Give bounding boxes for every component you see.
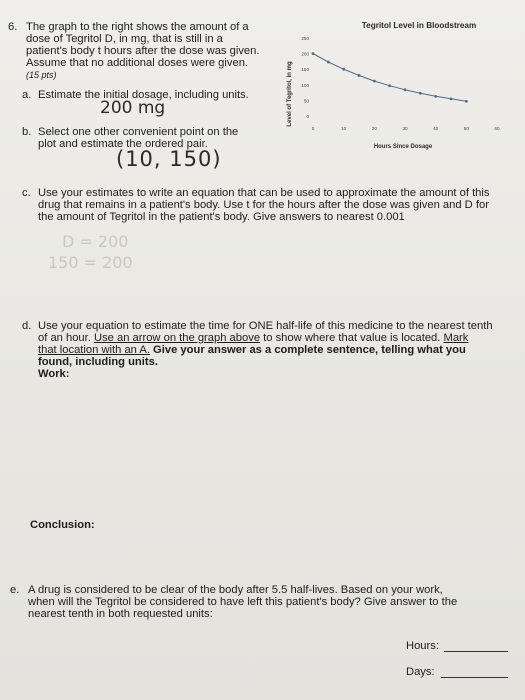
hours-label: Hours: bbox=[406, 640, 439, 652]
x-tick-label: 10 bbox=[341, 126, 347, 131]
part-b-answer: (10, 150) bbox=[116, 147, 222, 171]
intro-line-3: patient's body t hours after the dose was given. bbox=[26, 45, 260, 57]
chart-title: Tegritol Level in Bloodstream bbox=[361, 21, 477, 30]
part-b-line-1: Select one other convenient point on the bbox=[38, 126, 239, 138]
x-tick-label: 0 bbox=[311, 126, 315, 131]
part-e-line-3: nearest tenth in both requested units: bbox=[28, 608, 213, 620]
part-a-label: a. bbox=[22, 89, 32, 101]
points-label: (15 pts) bbox=[26, 70, 57, 80]
x-tick-label: 40 bbox=[433, 126, 439, 131]
hours-answer-line[interactable] bbox=[444, 651, 508, 652]
part-c-label: c. bbox=[22, 187, 31, 199]
data-point bbox=[419, 92, 422, 95]
part-c-line-1: Use your estimates to write an equation that can be used to approximate the amount of this bbox=[38, 187, 490, 199]
data-point bbox=[404, 88, 407, 91]
y-tick-label: 100 bbox=[301, 82, 309, 88]
x-tick-label: 60 bbox=[494, 126, 500, 131]
y-tick-label: 200 bbox=[301, 51, 309, 57]
data-point bbox=[312, 52, 315, 55]
intro-line-4: Assume that no additional doses were given. bbox=[26, 57, 249, 69]
intro-line-1: The graph to the right shows the amount of a bbox=[26, 21, 249, 33]
data-point bbox=[450, 97, 453, 100]
part-b-line-2: plot and estimate the ordered pair. bbox=[38, 138, 208, 150]
part-b-label: b. bbox=[22, 126, 32, 138]
part-d-line-3: that location with an A. Give your answer as a complete sentence, telling what you bbox=[38, 344, 466, 356]
series-line bbox=[313, 54, 466, 102]
part-a-answer: 200 mg bbox=[100, 98, 166, 118]
data-point bbox=[327, 61, 330, 64]
part-e-line-1: A drug is considered to be clear of the body after 5.5 half-lives. Based on your work, bbox=[28, 584, 443, 596]
tegritol-chart bbox=[283, 16, 515, 166]
question-number: 6. bbox=[8, 21, 18, 33]
days-label: Days: bbox=[406, 666, 435, 678]
part-e-label: e. bbox=[10, 584, 20, 596]
part-c-line-3: the amount of Tegritol in the patient's body. Give answers to nearest 0.001 bbox=[38, 211, 405, 223]
part-d-line-2: of an hour. Use an arrow on the graph above to show where that value is located. Mark bbox=[38, 332, 469, 344]
x-tick-label: 50 bbox=[463, 126, 469, 131]
chart-y-axis-label: Level of Tegritol, in mg bbox=[287, 61, 293, 127]
intro-line-2: dose of Tegritol D, in mg, that is still in a bbox=[26, 33, 223, 45]
part-d-line-1: Use your equation to estimate the time for ONE half-life of this medicine to the nearest tenth bbox=[38, 320, 493, 332]
y-tick-label: 150 bbox=[301, 67, 309, 73]
work-label: Work: bbox=[38, 368, 70, 380]
chart-x-axis-label: Hours Since Dosage bbox=[373, 144, 433, 150]
part-c-line-2: drug that remains in a patient's body. Use t for the hours after the dose was given and D for bbox=[38, 199, 489, 211]
data-point bbox=[373, 80, 376, 83]
data-point bbox=[358, 74, 361, 77]
part-d-label: d. bbox=[22, 320, 32, 332]
part-a-text: Estimate the initial dosage, including units. bbox=[38, 89, 249, 101]
data-point bbox=[342, 68, 345, 71]
data-point bbox=[465, 100, 468, 103]
part-e-line-2: when will the Tegritol be considered to have left this patient's body? Give answer to the bbox=[28, 596, 458, 608]
y-tick-label: 0 bbox=[306, 114, 309, 119]
y-tick-label: 250 bbox=[301, 36, 309, 41]
days-answer-line[interactable] bbox=[441, 677, 508, 678]
erased-work-1: D = 200 bbox=[62, 232, 129, 251]
y-tick-label: 50 bbox=[303, 98, 309, 104]
data-point bbox=[434, 95, 437, 98]
data-point bbox=[388, 84, 391, 87]
erased-work-2: 150 = 200 bbox=[48, 253, 133, 272]
part-d-line-4: found, including units. bbox=[38, 356, 158, 368]
x-tick-label: 20 bbox=[371, 126, 377, 131]
conclusion-label: Conclusion: bbox=[30, 519, 95, 531]
x-tick-label: 30 bbox=[402, 126, 408, 131]
